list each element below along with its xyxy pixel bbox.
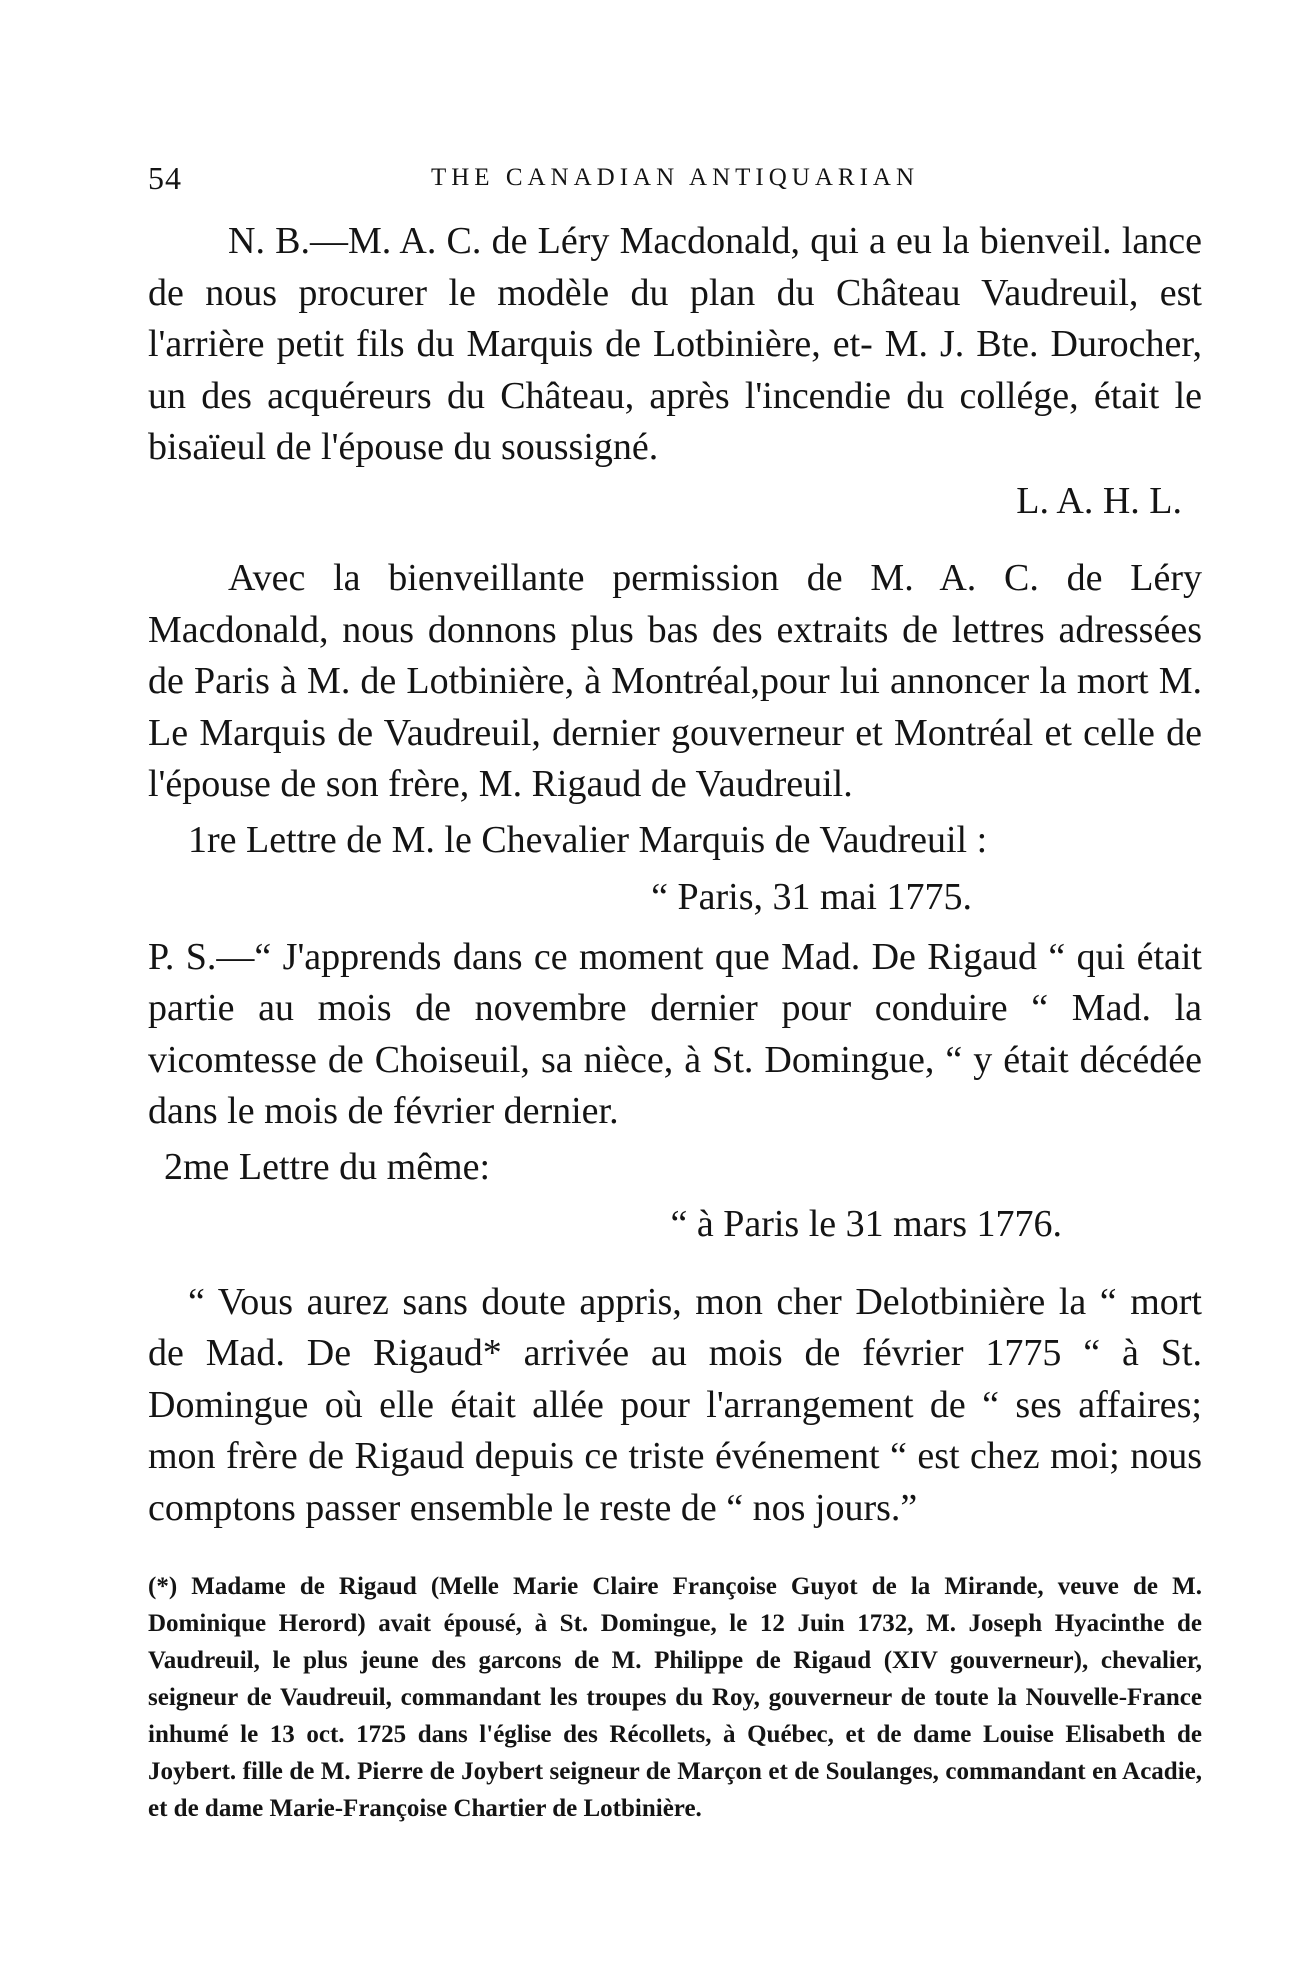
footnote: (*) Madame de Rigaud (Melle Marie Claire Françoise Guyot de la Mirande, veuve de M. Dominique Herord) avait épousé, à St. Domingue, le 12 Juin 1732, M. Joseph Hyacinthe de Vaudreuil, le plus jeune des garcons de M. Philippe de Rigaud (XIV gouverneur), chevalier, seigneur de Vaudreuil, commandant les troupes du Roy, gouverneur de toute la Nouvelle-France inhumé le 13 oct. 1725 dans l'église des Récollets, à Québec, et de dame Louise Elisabeth de Joybert. fille de M. Pierre de Joybert seigneur de Marçon et de Soulanges, commandant en Acadie, et de dame Marie-Françoise Chartier de Lotbinière. [148, 1573, 1202, 1822]
letter1-heading: 1re Lettre de M. le Chevalier Marquis de Vaudreuil : [188, 818, 988, 861]
page-header [148, 160, 1202, 210]
page-body [148, 216, 1202, 1827]
running-title: THE CANADIAN ANTIQUARIAN [430, 164, 920, 191]
letter2-body: “ Vous aurez sans doute appris, mon cher Delotbinière la “ mort de Mad. De Rigaud* arrivée au mois de février 1775 “ à St. Domingue où elle était allée pour l'arrangement de “ ses affaires; mon frère de Rigaud depuis ce triste événement “ est chez moi; nous comptons passer ensemble le reste de “ nos jours.” [148, 1280, 1202, 1529]
letter2-dateline: “ à Paris le 31 mars 1776. [670, 1203, 1062, 1245]
page-number: 54 [148, 160, 182, 196]
signature-initials: L. A. H. L. [1016, 479, 1182, 522]
letter1-dateline: “ Paris, 31 mai 1775. [651, 876, 972, 918]
intro-paragraph: Avec la bienveillante permission de M. A. C. de Léry Macdonald, nous donnons plus bas des extraits de lettres adressées de Paris à M. de Lotbinière, à Montréal,pour lui annoncer la mort M. Le Marquis de Vaudreuil, dernier gouverneur et Montréal et celle de l'épouse de son frère, M. Rigaud de Vaudreuil. [148, 557, 1202, 805]
nb-paragraph: N. B.—M. A. C. de Léry Macdonald, qui a eu la bienveil. lance de nous procurer le modèle du plan du Château Vaudreuil, est l'arrière petit fils du Marquis de Lotbinière, et- M. J. Bte. Durocher, un des acquéreurs du Château, après l'incendie du collége, était le bisaïeul de l'épouse du soussigné. [148, 220, 1202, 468]
letter1-body: P. S.—“ J'apprends dans ce moment que Mad. De Rigaud “ qui était partie au mois de novembre dernier pour conduire “ Mad. la vicomtesse de Choiseuil, sa nièce, à St. Domingue, “ y était décédée dans le mois de février dernier. [148, 935, 1202, 1132]
letter2-heading: 2me Lettre du même: [164, 1145, 491, 1188]
